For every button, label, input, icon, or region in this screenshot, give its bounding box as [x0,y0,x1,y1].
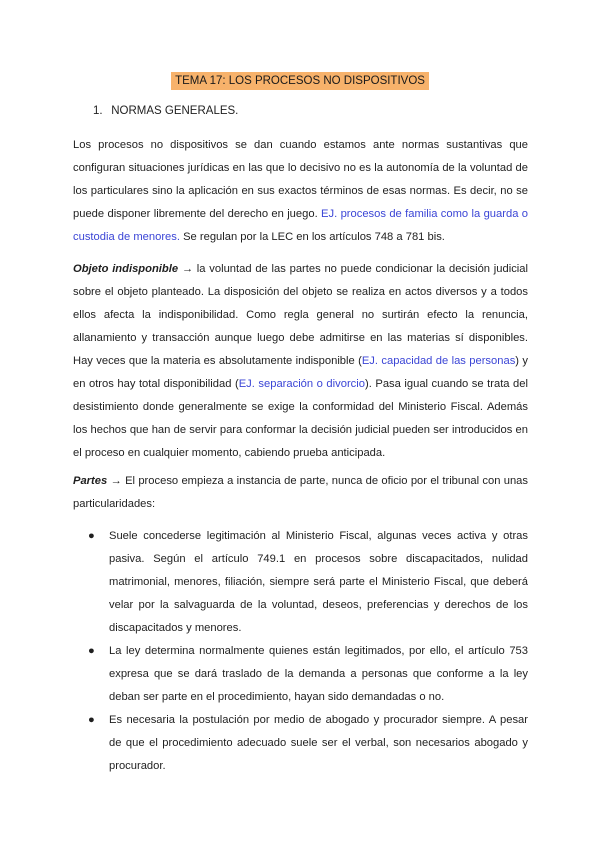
example-separacion-link[interactable]: EJ. separación o divorcio [238,378,365,390]
list-item-text: Suele concederse legitimación al Ministerio Fiscal, algunas veces activa y otras pasiva. Según el artículo 749.1 en procesos sobre discapacitados, nulidad matrimonial, menores, filiación, siempre será parte el Ministerio Fiscal, que deberá velar por la salvaguarda de la voluntad, deseos, preferencias y derechos de los discapacitados y menores. [109,530,528,634]
objeto-text-a: la voluntad de las partes no puede condicionar la decisión judicial sobre el objeto planteado. La disposición del objeto se realiza en actos diversos y a todos ellos afecta la indisponibilidad. Como regla general no surtirán efecto la renuncia, allanamiento y transacción aunque luego debe admitirse en las materias sí disponibles. Hay veces que la materia es absolutamente indisponible ( [73,263,528,367]
paragraph-intro-text: Los procesos no dispositivos se dan cuando estamos ante normas sustantivas que configuran situaciones jurídicas en las que lo decisivo no es la autonomía de la voluntad de los particulares sino la aplicación en sus exactos términos de esas normas. Es decir, no se puede disponer libremente del derecho en juego. [73,139,528,220]
partes-lead: Partes [73,475,108,487]
list-item-text: Es necesaria la postulación por medio de abogado y procurador siempre. A pesar de que el procedimiento adecuado suele ser el verbal, son necesarios abogado y procurador. [109,714,528,772]
example-capacidad-link[interactable]: EJ. capacidad de las personas [361,355,516,367]
partes-text: El proceso empieza a instancia de parte, nunca de oficio por el tribunal con unas particularidades: [73,475,528,510]
bullet-icon: ● [88,645,95,657]
list-item [88,525,528,640]
paragraph-intro [73,134,528,249]
document-title: TEMA 17: LOS PROCESOS NO DISPOSITIVOS [171,72,429,90]
arrow-icon: → [110,475,122,487]
section-number: 1. [93,105,103,117]
list-item [88,709,528,778]
objeto-text-b: ) y en otros hay total disponibilidad ( [73,355,528,390]
bullet-icon: ● [88,714,95,726]
objeto-lead: Objeto indisponible [73,263,179,275]
title-wrap [0,71,600,90]
objeto-text-c: ). Pasa igual cuando se trata del desistimiento donde generalmente se exige la conformidad del Ministerio Fiscal. Además los hechos que han de servir para conformar la decisión judicial pueden ser introducidos en el proceso en cualquier momento, cabiendo prueba anticipada. [73,378,528,459]
partes-bullet-list [88,525,528,778]
bullet-icon: ● [88,530,95,542]
example-family-link[interactable]: EJ. procesos de familia como la guarda o custodia de menores. [73,208,528,243]
paragraph-intro-tail: Se regulan por la LEC en los artículos 748 a 781 bis. [183,231,445,243]
list-item-text: La ley determina normalmente quienes están legitimados, por ello, el artículo 753 expresa que se dará traslado de la demanda a personas que conforme a la ley deban ser parte en el procedimiento, hayan sido demandadas o no. [109,645,528,703]
paragraph-objeto [73,258,528,465]
paragraph-partes [73,470,528,516]
section-heading [93,105,238,117]
arrow-icon: → [181,263,194,275]
section-label: NORMAS GENERALES. [111,105,239,117]
list-item [88,640,528,709]
